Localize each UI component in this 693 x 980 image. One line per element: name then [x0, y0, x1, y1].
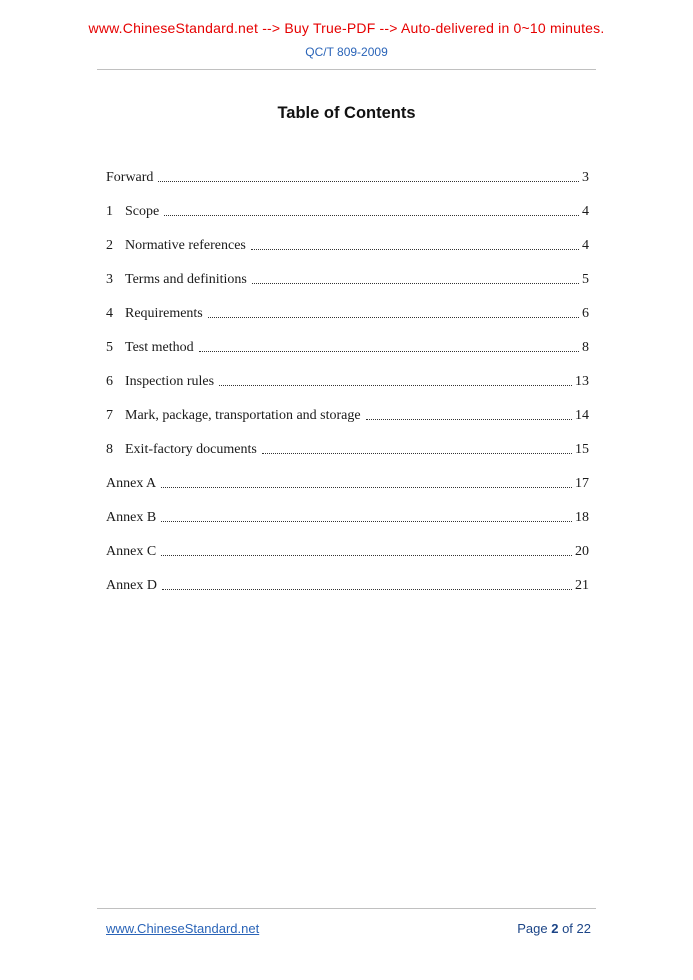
- toc-entry-page: 18: [575, 510, 589, 525]
- toc-entry-page: 14: [575, 408, 589, 423]
- toc-entry-page: 4: [582, 204, 589, 219]
- toc-dot-leader: [161, 555, 572, 556]
- toc-entry-label: Exit-factory documents: [125, 442, 257, 457]
- toc-entry-number: 5: [106, 340, 113, 355]
- toc-entry-label: Annex B: [106, 510, 157, 525]
- toc-entry-page: 13: [575, 374, 589, 389]
- toc-entry: [106, 239, 589, 253]
- toc-entry-number: 8: [106, 442, 113, 457]
- toc-entry-label: Annex A: [106, 476, 157, 491]
- toc-dot-leader: [164, 215, 579, 216]
- toc-dot-leader: [199, 351, 579, 352]
- toc-entry-number: 7: [106, 408, 113, 423]
- toc-entry-page: 6: [582, 306, 589, 321]
- toc-dot-leader: [208, 317, 579, 318]
- toc-entry-page: 8: [582, 340, 589, 355]
- toc-entry-label: Inspection rules: [125, 374, 215, 389]
- page-header: [0, 0, 693, 59]
- toc-entry-label: Scope: [125, 204, 160, 219]
- toc-entry-page: 3: [582, 170, 589, 185]
- toc-entry-label: Annex C: [106, 544, 157, 559]
- toc-dot-leader: [158, 181, 579, 182]
- toc-entry-label: Test method: [125, 340, 194, 355]
- toc-entry: [106, 579, 589, 593]
- toc-entry-label: Annex D: [106, 578, 157, 593]
- page-indicator: [517, 921, 591, 936]
- toc-entry-number: 6: [106, 374, 113, 389]
- toc-entry: [106, 511, 589, 525]
- toc-entry-page: 21: [575, 578, 589, 593]
- toc-entry-number: 3: [106, 272, 113, 287]
- page-indicator-suffix: of 22: [558, 921, 591, 936]
- toc-entry: [106, 341, 589, 355]
- toc-entry: [106, 375, 589, 389]
- toc-entry-label: Terms and definitions: [125, 272, 247, 287]
- toc-entry: [106, 545, 589, 559]
- toc-entry-number: 1: [106, 204, 113, 219]
- toc-entry-page: 17: [575, 476, 589, 491]
- toc-entry: [106, 409, 589, 423]
- toc-entry: [106, 307, 589, 321]
- header-divider: [97, 69, 596, 70]
- toc-dot-leader: [366, 419, 572, 420]
- toc-entry-label: Requirements: [125, 306, 203, 321]
- page-footer: [106, 921, 591, 936]
- toc-entry-number: 2: [106, 238, 113, 253]
- toc-entry: [106, 443, 589, 457]
- toc-dot-leader: [252, 283, 579, 284]
- toc-entry-number: 4: [106, 306, 113, 321]
- toc-entry-page: 20: [575, 544, 589, 559]
- toc-entry-label: Mark, package, transportation and storage: [125, 408, 361, 423]
- toc-entry: [106, 477, 589, 491]
- toc-dot-leader: [162, 589, 572, 590]
- toc-dot-leader: [161, 487, 572, 488]
- page-title: Table of Contents: [277, 104, 416, 122]
- toc-entry-page: 5: [582, 272, 589, 287]
- toc-entry-page: 15: [575, 442, 589, 457]
- footer-website-link[interactable]: www.ChineseStandard.net: [106, 921, 260, 936]
- toc-entry: [106, 171, 589, 185]
- toc-entry: [106, 205, 589, 219]
- standard-code: QC/T 809-2009: [305, 45, 388, 59]
- toc-entry-page: 4: [582, 238, 589, 253]
- toc-dot-leader: [219, 385, 572, 386]
- toc-dot-leader: [251, 249, 579, 250]
- toc-dot-leader: [262, 453, 572, 454]
- toc-dot-leader: [161, 521, 572, 522]
- footer-divider: [97, 908, 596, 909]
- toc-entry: [106, 273, 589, 287]
- toc-entry-label: Forward: [106, 170, 154, 185]
- toc-entry-label: Normative references: [125, 238, 246, 253]
- toc-list: [106, 171, 589, 593]
- page-indicator-prefix: Page: [517, 921, 552, 936]
- current-page-number: 2: [551, 921, 559, 936]
- purchase-notice-text: www.ChineseStandard.net --> Buy True-PDF --> Auto-delivered in 0~10 minutes.: [88, 20, 605, 36]
